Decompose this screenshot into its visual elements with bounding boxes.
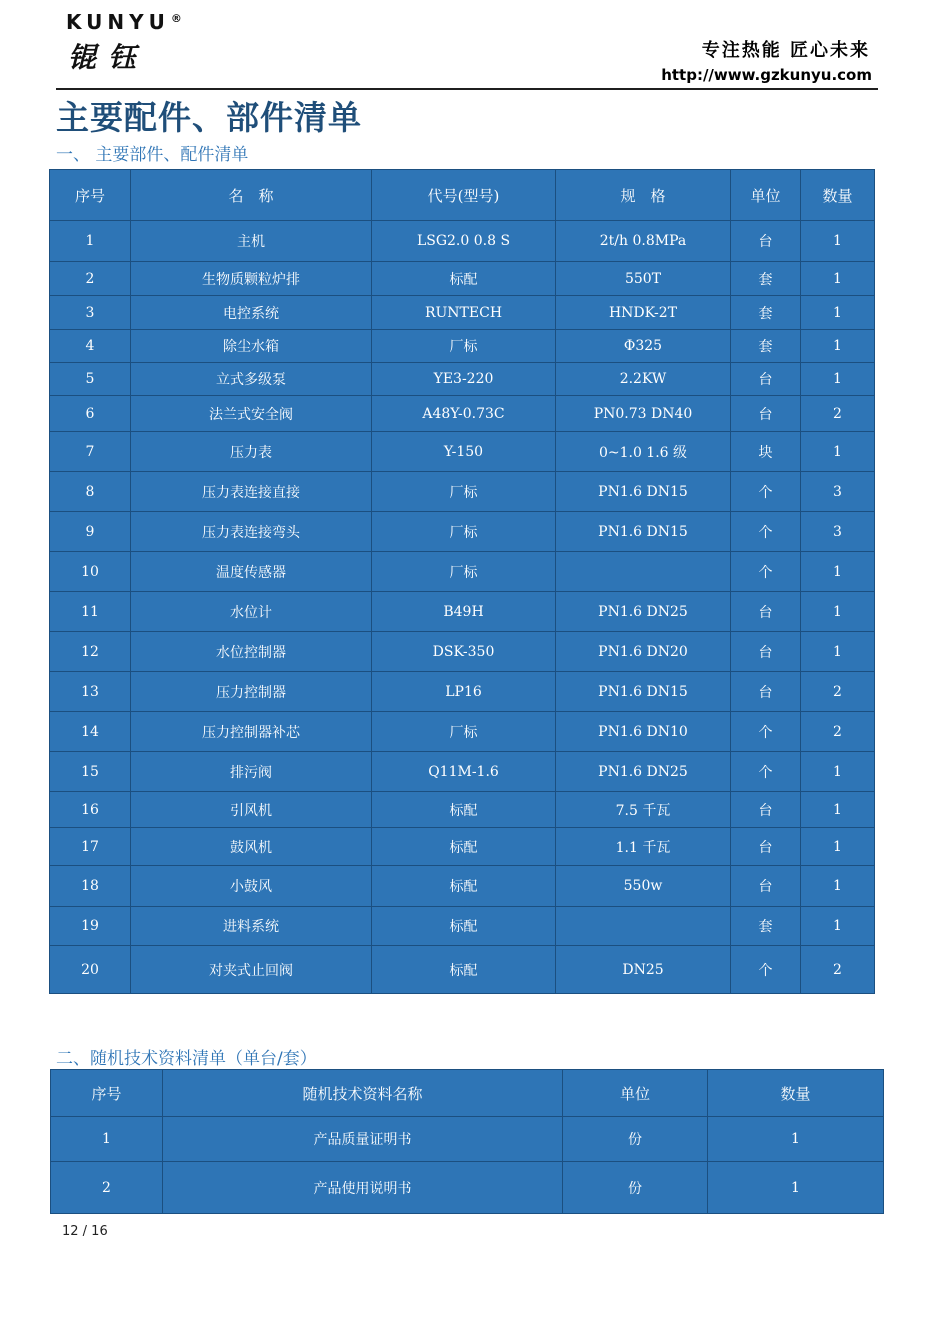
column-header: 单位 (563, 1070, 708, 1117)
table-cell: 3 (801, 512, 875, 552)
table-cell: 台 (731, 672, 801, 712)
table-cell: 套 (731, 330, 801, 363)
table-cell: 1 (801, 330, 875, 363)
table-row (50, 221, 875, 262)
table-cell: 套 (731, 907, 801, 946)
page-title: 主要配件、部件清单 (56, 98, 362, 137)
table-cell: 7.5 千瓦 (556, 792, 731, 828)
table-cell: Φ325 (556, 330, 731, 363)
table-cell: 进料系统 (131, 907, 372, 946)
table-cell: 1 (801, 828, 875, 866)
table-cell: 2 (801, 946, 875, 994)
table-cell: 11 (50, 592, 131, 632)
table-cell: 1 (801, 792, 875, 828)
table-cell: 厂标 (372, 552, 556, 592)
table-cell: 1 (708, 1117, 884, 1162)
table-cell: PN1.6 DN15 (556, 672, 731, 712)
table-cell: 9 (50, 512, 131, 552)
section-heading-docs: 二、随机技术资料清单（单台/套） (56, 1049, 317, 1069)
table-cell: 2 (801, 396, 875, 432)
table-cell: 厂标 (372, 330, 556, 363)
table-cell: 1 (801, 907, 875, 946)
table-cell: 台 (731, 363, 801, 396)
table-cell: 压力控制器 (131, 672, 372, 712)
table-cell: 套 (731, 296, 801, 330)
table-cell: PN1.6 DN10 (556, 712, 731, 752)
table-cell: Q11M-1.6 (372, 752, 556, 792)
table-row (50, 907, 875, 946)
table-row (50, 262, 875, 296)
table-cell: 13 (50, 672, 131, 712)
table-cell: 标配 (372, 792, 556, 828)
table-cell: 引风机 (131, 792, 372, 828)
table-cell: 套 (731, 262, 801, 296)
table-row (50, 512, 875, 552)
logo-chinese-text: 锟钰 (68, 41, 149, 74)
table-cell: LSG2.0 0.8 S (372, 221, 556, 262)
table-row (50, 946, 875, 994)
table-cell: 台 (731, 632, 801, 672)
table-cell: PN1.6 DN25 (556, 592, 731, 632)
section-heading-parts: 一、 主要部件、配件清单 (56, 145, 249, 165)
table-cell: 550w (556, 866, 731, 907)
table-cell: 1 (801, 866, 875, 907)
parts-table (49, 169, 875, 994)
table-cell: 1.1 千瓦 (556, 828, 731, 866)
table-cell: 0~1.0 1.6 级 (556, 432, 731, 472)
table-cell: 17 (50, 828, 131, 866)
table-cell: DSK-350 (372, 632, 556, 672)
table-cell: 电控系统 (131, 296, 372, 330)
table-cell: 2 (50, 262, 131, 296)
table-cell: 法兰式安全阀 (131, 396, 372, 432)
table-cell: 1 (801, 221, 875, 262)
table-cell: 7 (50, 432, 131, 472)
table-cell: 主机 (131, 221, 372, 262)
header-divider (56, 88, 878, 90)
table-cell: 1 (801, 262, 875, 296)
table-cell: 立式多级泵 (131, 363, 372, 396)
table-cell: 排污阀 (131, 752, 372, 792)
table-cell: 1 (801, 363, 875, 396)
table-row (50, 363, 875, 396)
table-cell: 压力表连接弯头 (131, 512, 372, 552)
table-cell: 个 (731, 552, 801, 592)
table-cell: 台 (731, 221, 801, 262)
technical-docs-table (50, 1069, 884, 1214)
table-row (50, 828, 875, 866)
table-row (51, 1117, 884, 1162)
table-cell: 19 (50, 907, 131, 946)
table-cell: 16 (50, 792, 131, 828)
table-row (50, 472, 875, 512)
table-cell: DN25 (556, 946, 731, 994)
table-cell: 1 (801, 592, 875, 632)
table-cell: 2.2KW (556, 363, 731, 396)
table-cell: 水位控制器 (131, 632, 372, 672)
table-cell: 12 (50, 632, 131, 672)
table-cell: 个 (731, 712, 801, 752)
table-cell: 个 (731, 752, 801, 792)
table-cell: 550T (556, 262, 731, 296)
table-cell: 2 (801, 672, 875, 712)
table-cell: 8 (50, 472, 131, 512)
table-cell: PN1.6 DN25 (556, 752, 731, 792)
table-cell: 标配 (372, 946, 556, 994)
table-cell: 1 (801, 752, 875, 792)
table-cell: 14 (50, 712, 131, 752)
table-row (50, 792, 875, 828)
column-header: 序号 (51, 1070, 163, 1117)
column-header: 单位 (731, 170, 801, 221)
table-cell: 压力控制器补芯 (131, 712, 372, 752)
column-header: 数量 (708, 1070, 884, 1117)
table-cell: 标配 (372, 828, 556, 866)
table-cell: PN1.6 DN15 (556, 472, 731, 512)
table-cell: B49H (372, 592, 556, 632)
table-cell: 2 (51, 1162, 163, 1214)
table-cell (556, 907, 731, 946)
table-cell: 对夹式止回阀 (131, 946, 372, 994)
table-cell: 水位计 (131, 592, 372, 632)
table-cell: 个 (731, 512, 801, 552)
table-row (50, 632, 875, 672)
page-number: 12 / 16 (62, 1224, 108, 1239)
table-cell: 1 (801, 432, 875, 472)
table-row (50, 672, 875, 712)
table-cell: 1 (801, 296, 875, 330)
table-cell: 份 (563, 1162, 708, 1214)
table-cell: 1 (708, 1162, 884, 1214)
table-cell: 厂标 (372, 712, 556, 752)
table-cell (556, 552, 731, 592)
table-cell: 1 (51, 1117, 163, 1162)
column-header: 随机技术资料名称 (163, 1070, 563, 1117)
table-row (50, 296, 875, 330)
table-cell: PN1.6 DN15 (556, 512, 731, 552)
table-cell: 标配 (372, 262, 556, 296)
table-cell: 台 (731, 792, 801, 828)
table-cell: HNDK-2T (556, 296, 731, 330)
table-cell: 生物质颗粒炉排 (131, 262, 372, 296)
table-cell: 10 (50, 552, 131, 592)
table-row (51, 1162, 884, 1214)
column-header: 代号(型号) (372, 170, 556, 221)
table-cell: 厂标 (372, 512, 556, 552)
table-cell: 2t/h 0.8MPa (556, 221, 731, 262)
table-cell: 压力表连接直接 (131, 472, 372, 512)
table-cell: 块 (731, 432, 801, 472)
table-cell: 小鼓风 (131, 866, 372, 907)
table-cell: 1 (801, 632, 875, 672)
table-cell: 厂标 (372, 472, 556, 512)
table-cell: 压力表 (131, 432, 372, 472)
table-cell: Y-150 (372, 432, 556, 472)
table-cell: 18 (50, 866, 131, 907)
table-cell: 台 (731, 592, 801, 632)
table-cell: 个 (731, 946, 801, 994)
logo-latin-text: KUNYU® (66, 10, 182, 34)
table-row (50, 712, 875, 752)
table-cell: 台 (731, 828, 801, 866)
table-cell: 台 (731, 396, 801, 432)
column-header: 规 格 (556, 170, 731, 221)
table-cell: A48Y-0.73C (372, 396, 556, 432)
table-cell: 标配 (372, 907, 556, 946)
table-cell: 15 (50, 752, 131, 792)
table-header-row (50, 170, 875, 221)
table-header-row (51, 1070, 884, 1117)
table-row (50, 330, 875, 363)
column-header: 序号 (50, 170, 131, 221)
table-cell: 产品质量证明书 (163, 1117, 563, 1162)
table-cell: 标配 (372, 866, 556, 907)
table-row (50, 552, 875, 592)
table-cell: 份 (563, 1117, 708, 1162)
company-logo (66, 10, 206, 72)
table-cell: 鼓风机 (131, 828, 372, 866)
table-cell: PN0.73 DN40 (556, 396, 731, 432)
table-cell: 3 (50, 296, 131, 330)
table-cell: 5 (50, 363, 131, 396)
column-header: 名 称 (131, 170, 372, 221)
table-row (50, 752, 875, 792)
table-cell: 2 (801, 712, 875, 752)
table-cell: RUNTECH (372, 296, 556, 330)
table-cell: 1 (801, 552, 875, 592)
table-cell: 产品使用说明书 (163, 1162, 563, 1214)
company-slogan: 专注热能 匠心未来 (701, 40, 870, 61)
table-cell: 1 (50, 221, 131, 262)
table-cell: YE3-220 (372, 363, 556, 396)
table-cell: LP16 (372, 672, 556, 712)
table-cell: 台 (731, 866, 801, 907)
table-cell: 温度传感器 (131, 552, 372, 592)
table-cell: 20 (50, 946, 131, 994)
table-cell: 除尘水箱 (131, 330, 372, 363)
table-cell: 3 (801, 472, 875, 512)
table-row (50, 396, 875, 432)
table-cell: 个 (731, 472, 801, 512)
table-cell: PN1.6 DN20 (556, 632, 731, 672)
table-cell: 6 (50, 396, 131, 432)
table-row (50, 866, 875, 907)
table-row (50, 432, 875, 472)
table-row (50, 592, 875, 632)
column-header: 数量 (801, 170, 875, 221)
table-cell: 4 (50, 330, 131, 363)
company-website: http://www.gzkunyu.com (661, 66, 872, 84)
